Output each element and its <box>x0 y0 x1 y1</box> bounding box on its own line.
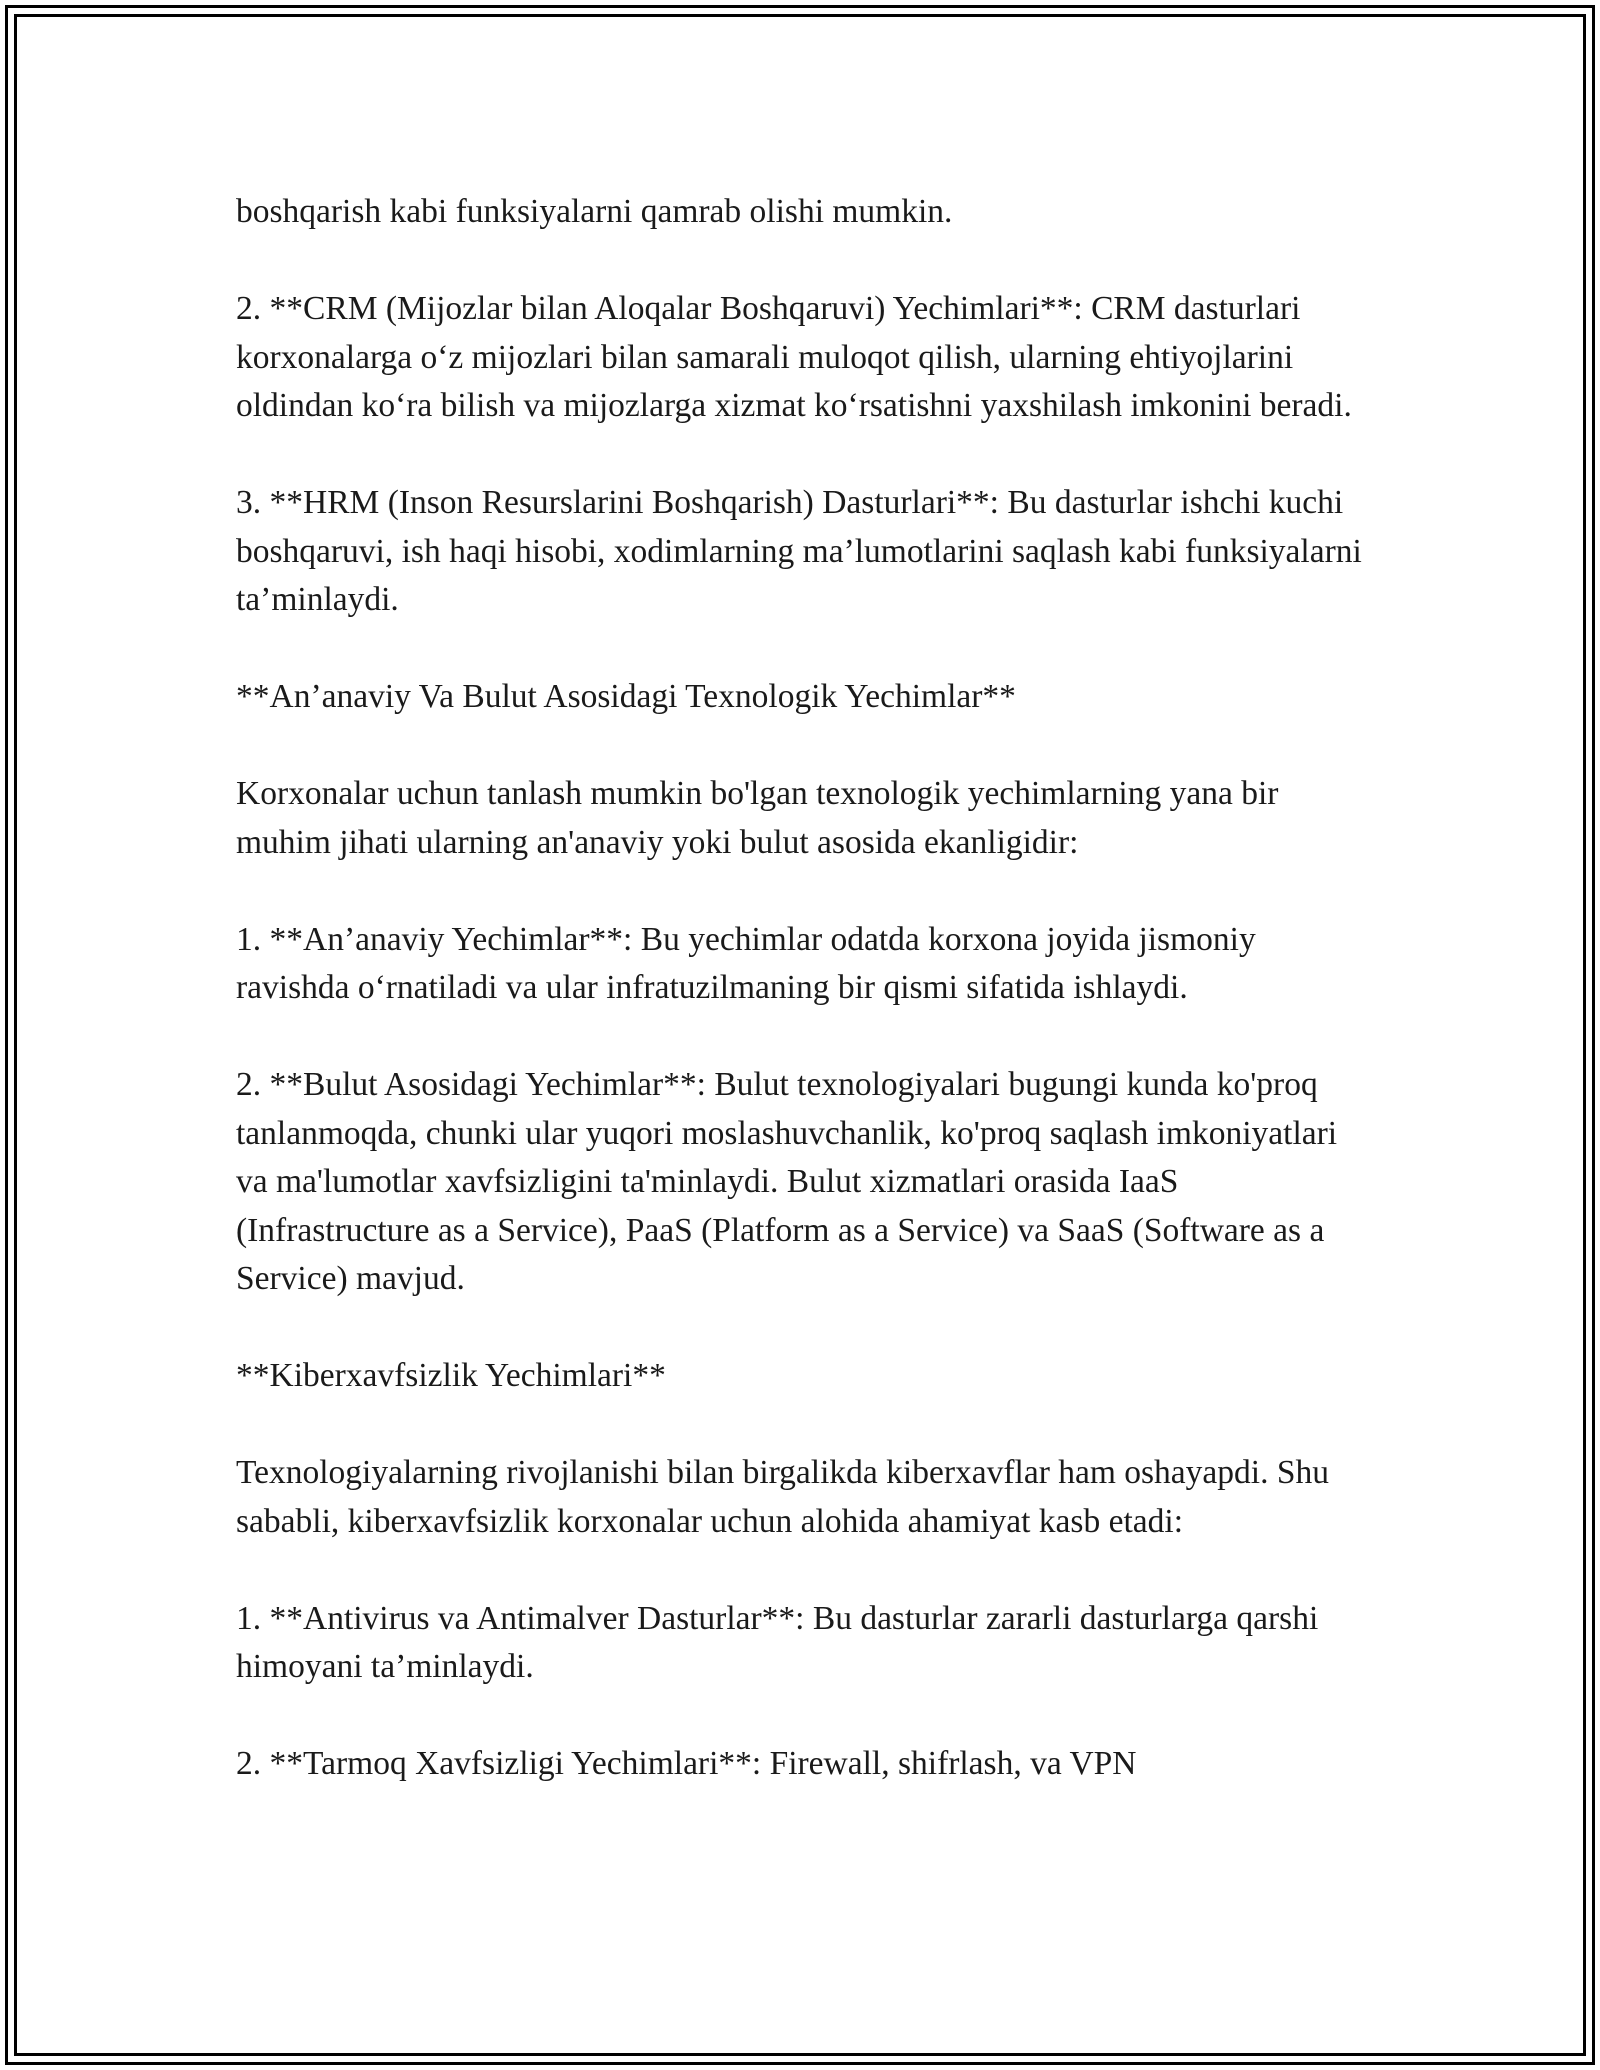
paragraph-network-security: 2. **Tarmoq Xavfsizligi Yechimlari**: Firewall, shifrlash, va VPN <box>236 1745 1137 1782</box>
section-heading-traditional-cloud: **An’anaviy Va Bulut Asosidagi Texnologik Yechimlar** <box>236 678 1016 715</box>
paragraph-crm: 2. **CRM (Mijozlar bilan Aloqalar Boshqaruvi) Yechimlari**: CRM dasturlari korxonalarga o‘z mijozlari bilan samarali muloqot qilish, ularning ehtiyojlarini oldindan ko‘ra bilish va mijozlarga xizmat ko‘rsatishni yaxshilash imkonini beradi. <box>236 290 1352 424</box>
paragraph-intro-traditional-cloud: Korxonalar uchun tanlash mumkin bo'lgan texnologik yechimlarning yana bir muhim jihati ularning an'anaviy yoki bulut asosida ekanligidir: <box>236 775 1279 861</box>
paragraph-continuation: boshqarish kabi funksiyalarni qamrab olishi mumkin. <box>236 193 953 230</box>
document-body <box>236 188 1371 1789</box>
paragraph-traditional-solutions: 1. **An’anaviy Yechimlar**: Bu yechimlar odatda korxona joyida jismoniy ravishda o‘rnatiladi va ular infratuzilmaning bir qismi sifatida ishlaydi. <box>236 920 1256 1006</box>
section-heading-cybersecurity: **Kiberxavfsizlik Yechimlari** <box>236 1357 666 1394</box>
paragraph-antivirus: 1. **Antivirus va Antimalver Dasturlar**: Bu dasturlar zararli dasturlarga qarshi himoyani ta’minlaydi. <box>236 1599 1319 1685</box>
paragraph-intro-cybersecurity: Texnologiyalarning rivojlanishi bilan birgalikda kiberxavflar ham oshayapdi. Shu sababli, kiberxavfsizlik korxonalar uchun alohida ahamiyat kasb etadi: <box>236 1454 1329 1540</box>
paragraph-hrm: 3. **HRM (Inson Resurslarini Boshqarish) Dasturlari**: Bu dasturlar ishchi kuchi boshqaruvi, ish haqi hisobi, xodimlarning ma’lumotlarini saqlash kabi funksiyalarni ta’minlaydi. <box>236 484 1362 618</box>
paragraph-cloud-solutions: 2. **Bulut Asosidagi Yechimlar**: Bulut texnologiyalari bugungi kunda ko'proq tanlanmoqda, chunki ular yuqori moslashuvchanlik, ko'proq saqlash imkoniyatlari va ma'lumotlar xavfsizligini ta'minlaydi. Bulut xizmatlari orasida IaaS (Infrastructure as a Service), PaaS (Platform as a Service) va SaaS (Software as a Service) mavjud. <box>236 1066 1338 1297</box>
